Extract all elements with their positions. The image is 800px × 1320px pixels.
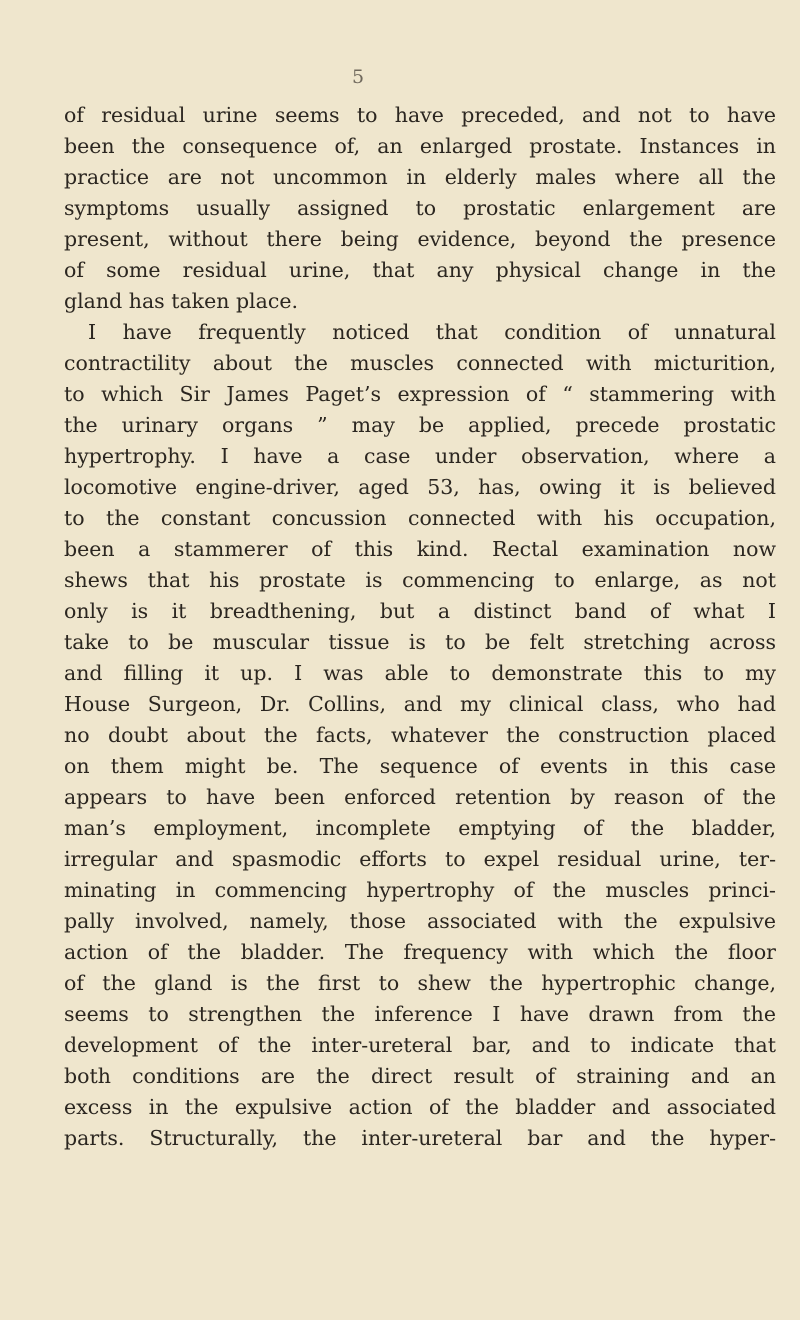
text-line: pally involved, namely, those associated with the expulsive <box>64 909 776 933</box>
text-line: of the gland is the first to shew the hypertrophic change, <box>64 971 776 995</box>
text-line: House Surgeon, Dr. Collins, and my clinical class, who had <box>64 692 776 716</box>
text-line: development of the inter-ureteral bar, and to indicate that <box>64 1033 776 1057</box>
text-line: practice are not uncommon in elderly males where all the <box>64 165 776 189</box>
text-line: I have frequently noticed that condition of unnatural <box>88 320 776 344</box>
text-line: and filling it up. I was able to demonstrate this to my <box>64 661 776 685</box>
text-line: only is it breadthening, but a distinct band of what I <box>64 599 776 623</box>
text-line: been the consequence of, an enlarged prostate. Instances in <box>64 134 776 158</box>
text-line: irregular and spasmodic efforts to expel residual urine, ter- <box>64 847 776 871</box>
text-line: contractility about the muscles connected with micturition, <box>64 351 776 375</box>
text-line: locomotive engine-driver, aged 53, has, owing it is believed <box>64 475 776 499</box>
text-line: minating in commencing hypertrophy of the muscles princi- <box>64 878 776 902</box>
text-line: man’s employment, incomplete emptying of the bladder, <box>64 816 776 840</box>
body-text <box>64 100 776 1154</box>
text-line: to which Sir James Paget’s expression of “ stammering with <box>64 382 776 406</box>
text-line: of residual urine seems to have preceded, and not to have <box>64 103 776 127</box>
text-line: symptoms usually assigned to prostatic enlargement are <box>64 196 776 220</box>
text-line: appears to have been enforced retention by reason of the <box>64 785 776 809</box>
text-line: action of the bladder. The frequency with which the floor <box>64 940 776 964</box>
text-line: of some residual urine, that any physical change in the <box>64 258 776 282</box>
text-line: gland has taken place. <box>64 289 298 313</box>
text-line: seems to strengthen the inference I have drawn from the <box>64 1002 776 1026</box>
text-line: no doubt about the facts, whatever the construction placed <box>64 723 776 747</box>
text-line: take to be muscular tissue is to be felt stretching across <box>64 630 776 654</box>
text-line: both conditions are the direct result of straining and an <box>64 1064 776 1088</box>
text-line: parts. Structurally, the inter-ureteral bar and the hyper- <box>64 1126 776 1150</box>
text-line: shews that his prostate is commencing to enlarge, as not <box>64 568 776 592</box>
text-line: the urinary organs ” may be applied, precede prostatic <box>64 413 776 437</box>
text-line: to the constant concussion connected with his occupation, <box>64 506 776 530</box>
text-line: hypertrophy. I have a case under observation, where a <box>64 444 776 468</box>
text-line: been a stammerer of this kind. Rectal examination now <box>64 537 776 561</box>
text-line: on them might be. The sequence of events in this case <box>64 754 776 778</box>
text-line: excess in the expulsive action of the bladder and associated <box>64 1095 776 1119</box>
text-line: present, without there being evidence, beyond the presence <box>64 227 776 251</box>
page-number: 5 <box>352 66 365 88</box>
